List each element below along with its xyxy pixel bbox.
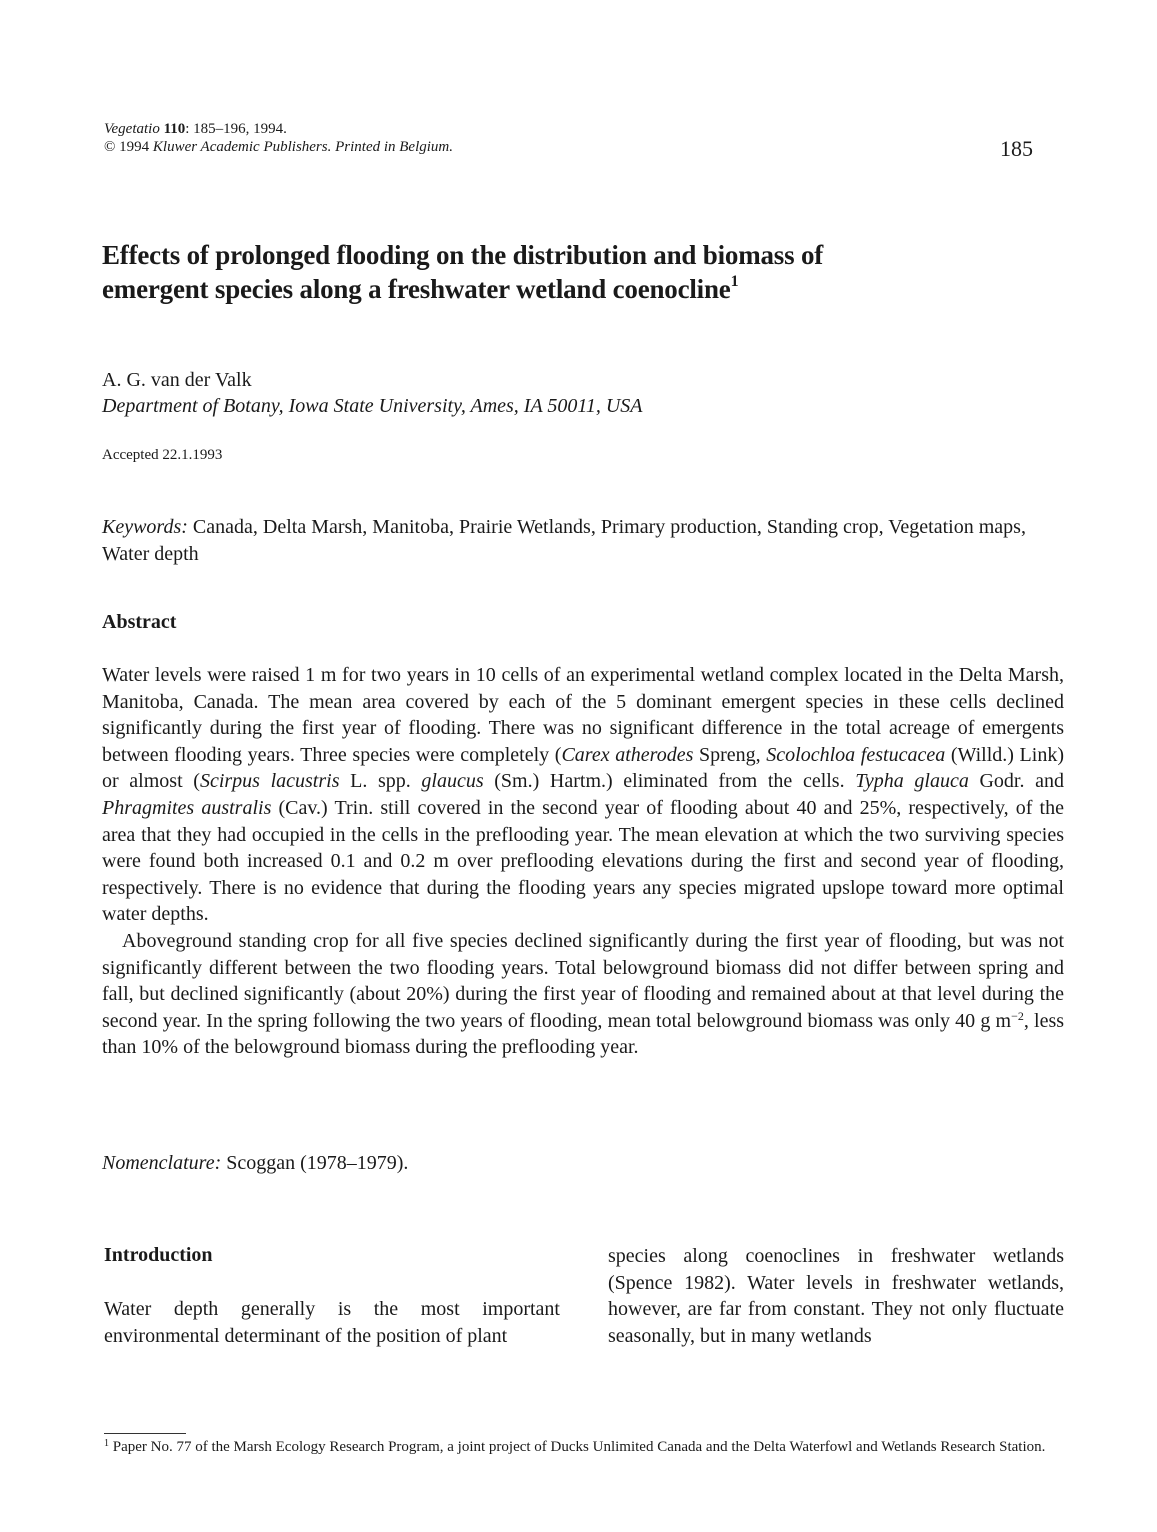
copyright-mark: © 1994 [104, 139, 150, 155]
species-name: Phragmites australis [102, 796, 272, 819]
text-run: Godr. and [968, 770, 1064, 793]
nomenclature [102, 1152, 408, 1175]
introduction-heading: Introduction [104, 1244, 213, 1266]
title-line-1: Effects of prolonged flooding on the distribution and biomass of [102, 240, 824, 270]
abstract-heading: Abstract [102, 611, 177, 633]
author-name: A. G. van der Valk [102, 369, 252, 391]
footnote-text: Paper No. 77 of the Marsh Ecology Research Program, a joint project of Ducks Unlimited Canada and the Delta Waterfowl and Wetlands Research Station. [109, 1439, 1046, 1455]
text-run: Aboveground standing crop for all five species declined significantly during the first year of flooding, but was not significantly different between the two flooding years. Total belowground biomass did not differ between spring and fall, but declined significantly (about 20%) during the first year of flooding and remained about at that level during the second year. In the spring following the two years of flooding, mean total belowground biomass was only 40 g m [102, 929, 1064, 1032]
text-run: (Sm.) Hartm.) eliminated from the cells. [483, 770, 856, 793]
accepted-date: Accepted 22.1.1993 [102, 447, 223, 463]
text-run: Spreng, [693, 743, 767, 766]
abstract-body [102, 662, 1064, 1061]
species-name: Scirpus lacustris [199, 770, 340, 793]
title-footnote-mark: 1 [730, 273, 739, 290]
species-name: Scolochloa festucacea [766, 743, 946, 766]
nomenclature-text: Scoggan (1978–1979). [221, 1152, 409, 1174]
title-line-2-text: emergent species along a freshwater wetland coenocline [102, 274, 731, 304]
keywords [102, 514, 1052, 568]
author-affiliation: Department of Botany, Iowa State University, Ames, IA 50011, USA [102, 395, 643, 417]
journal-name: Vegetatio [104, 121, 160, 137]
nomenclature-label: Nomenclature: [102, 1152, 222, 1174]
species-name: Carex atherodes [561, 743, 694, 766]
citation-line [104, 120, 453, 138]
introduction-left-column [104, 1296, 560, 1349]
abstract-paragraph-2 [102, 928, 1064, 1061]
keywords-label: Keywords: [102, 516, 188, 538]
page-number: 185 [1000, 136, 1033, 161]
text-run: , less than 10% of the belowground biomass during the preflooding year. [102, 1009, 1065, 1059]
copyright-line [104, 138, 453, 156]
abstract-paragraph-1 [102, 662, 1064, 928]
species-name: glaucus [421, 770, 484, 793]
text-run: (Cav.) Trin. still covered in the second year of flooding about 40 and 25%, respectively, of the area that they had occupied in the cells in the preflooding year. The mean elevation at which the two surviving species were found both increased 0.1 and 0.2 m over preflooding elevations during the first and second year of flooding, respectively. There is no evidence that during the flooding years any species migrated upslope toward more optimal water depths. [102, 796, 1064, 926]
title-line-2 [102, 272, 1002, 306]
paper-title [102, 238, 1002, 306]
species-name: Typha glauca [855, 770, 969, 793]
introduction-right-column [608, 1243, 1064, 1349]
text-run: Water levels were raised 1 m for two years in 10 cells of an experimental wetland complex located in the Delta Marsh, Manitoba, Canada. The mean area covered by each of the 5 dominant emergent species in these cells declined significantly during the first year of flooding. There was no significant difference in the total acreage of emergents between flooding years. Three species were completely ( [102, 664, 1064, 766]
footnote-divider [104, 1433, 186, 1434]
keywords-text: Canada, Delta Marsh, Manitoba, Prairie Wetlands, Primary production, Standing crop, Vegetation maps, Water depth [102, 516, 1026, 565]
introduction-text-left: Water depth generally is the most important environmental determinant of the position of plant [104, 1298, 560, 1347]
text-run: (Willd.) Link) or almost ( [102, 743, 1064, 793]
introduction-text-right: species along coenoclines in freshwater wetlands (Spence 1982). Water levels in freshwater wetlands, however, are far from constant. They not only fluctuate seasonally, but in many wetlands [608, 1245, 1064, 1347]
publisher: Kluwer Academic Publishers. Printed in Belgium. [152, 139, 454, 155]
footnote-mark: 1 [104, 1438, 109, 1449]
footnote [104, 1437, 1064, 1458]
unit-exponent: −2 [1011, 1008, 1024, 1023]
text-run: L. spp. [339, 770, 422, 793]
journal-citation [104, 120, 453, 156]
journal-pages-year: : 185–196, 1994. [185, 121, 287, 137]
journal-volume: 110 [163, 121, 186, 137]
